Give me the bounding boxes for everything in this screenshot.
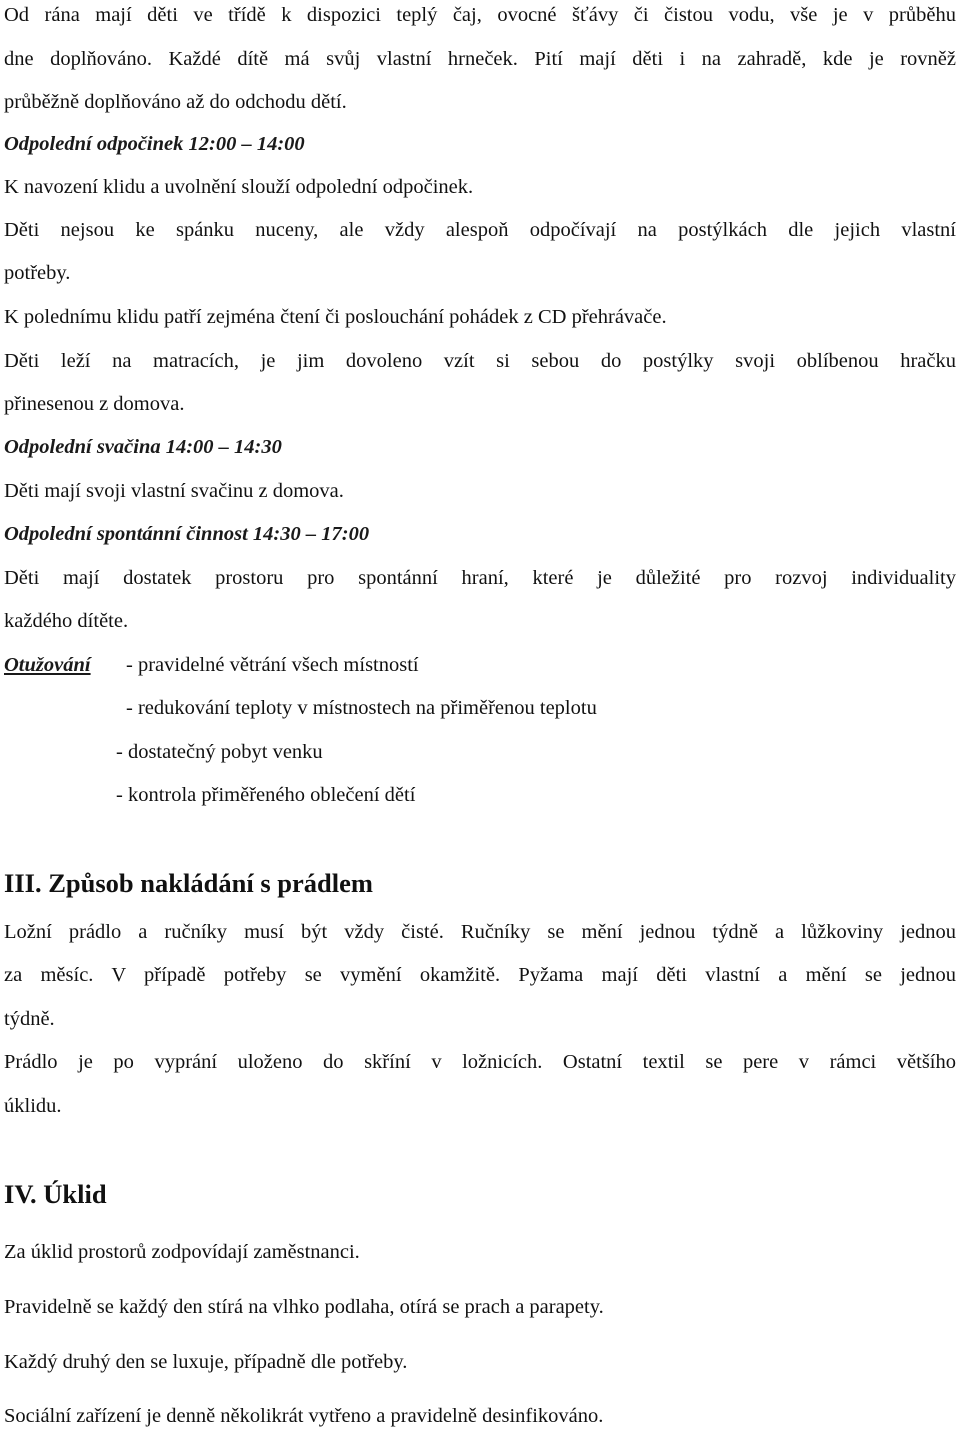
- hardening-item: - redukování teploty v místnostech na přiměřenou teplotu: [126, 697, 597, 719]
- rest-heading: Odpolední odpočinek 12:00 – 14:00: [4, 133, 305, 155]
- section-3-line: za měsíc. V případě potřeby se vymění okamžitě. Pyžama mají děti vlastní a mění se jednou: [4, 964, 956, 986]
- section-4-line: Pravidelně se každý den stírá na vlhko podlaha, otírá se prach a parapety.: [4, 1296, 604, 1318]
- section-3-line: Ložní prádlo a ručníky musí být vždy čisté. Ručníky se mění jednou týdně a lůžkoviny jednou: [4, 921, 956, 943]
- section-4-title: IV. Úklid: [4, 1179, 107, 1209]
- drinks-paragraph-line: dne doplňováno. Každé dítě má svůj vlastní hrneček. Pití mají děti i na zahradě, kde je rovněž: [4, 48, 956, 70]
- drinks-paragraph-line: Od rána mají děti ve třídě k dispozici teplý čaj, ovocné šťávy či čistou vodu, vše je v průběhu: [4, 4, 956, 26]
- section-3-line: Prádlo je po vyprání uloženo do skříní v ložnicích. Ostatní textil se pere v rámci většího: [4, 1051, 956, 1073]
- hardening-label: Otužování: [4, 654, 91, 676]
- play-paragraph-line: Děti mají dostatek prostoru pro spontánní hraní, které je důležité pro rozvoj individuality: [4, 567, 956, 589]
- play-paragraph-line: každého dítěte.: [4, 610, 129, 632]
- section-4-line: Za úklid prostorů zodpovídají zaměstnanci.: [4, 1241, 360, 1263]
- rest-paragraph-line: K navození klidu a uvolnění slouží odpolední odpočinek.: [4, 176, 474, 198]
- rest-paragraph-line: potřeby.: [4, 262, 71, 284]
- section-3-line: úklidu.: [4, 1095, 62, 1117]
- rest-paragraph-line: Děti nejsou ke spánku nuceny, ale vždy alespoň odpočívají na postýlkách dle jejich vlastní: [4, 219, 956, 241]
- section-3-line: týdně.: [4, 1008, 55, 1030]
- play-heading: Odpolední spontánní činnost 14:30 – 17:00: [4, 523, 370, 545]
- section-4-line: Sociální zařízení je denně několikrát vytřeno a pravidelně desinfikováno.: [4, 1405, 604, 1427]
- section-4-line: Každý druhý den se luxuje, případně dle potřeby.: [4, 1351, 408, 1373]
- hardening-item: - pravidelné větrání všech místností: [126, 654, 419, 676]
- rest-paragraph-line: K polednímu klidu patří zejména čtení či poslouchání pohádek z CD přehrávače.: [4, 306, 667, 328]
- drinks-paragraph-line: průběžně doplňováno až do odchodu dětí.: [4, 91, 347, 113]
- section-3-title: III. Způsob nakládání s prádlem: [4, 868, 373, 898]
- snack-heading: Odpolední svačina 14:00 – 14:30: [4, 436, 282, 458]
- hardening-item: - dostatečný pobyt venku: [116, 741, 323, 763]
- snack-paragraph: Děti mají svoji vlastní svačinu z domova.: [4, 480, 344, 502]
- rest-paragraph-line: Děti leží na matracích, je jim dovoleno vzít si sebou do postýlky svoji oblíbenou hračku: [4, 350, 956, 372]
- hardening-item: - kontrola přiměřeného oblečení dětí: [116, 784, 416, 806]
- rest-paragraph-line: přinesenou z domova.: [4, 393, 185, 415]
